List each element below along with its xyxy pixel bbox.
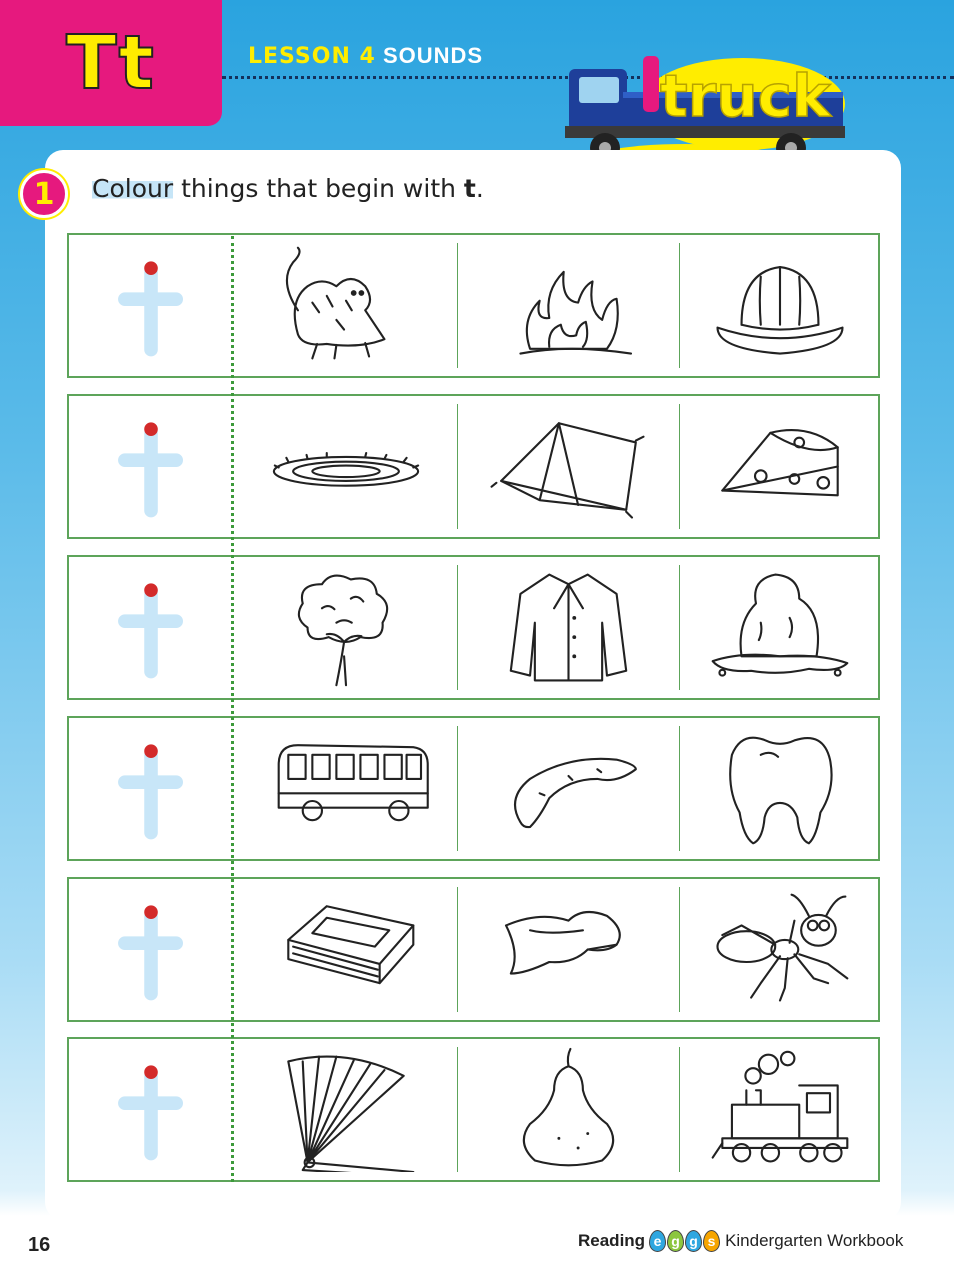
fan-icon[interactable]: [235, 1047, 457, 1172]
instruction-letter: t: [463, 174, 476, 203]
brand-rest: Kindergarten Workbook: [725, 1231, 904, 1250]
lesson-number: LESSON 4: [248, 44, 376, 69]
trace-letter-t[interactable]: [69, 404, 234, 529]
tooth-icon[interactable]: [679, 726, 880, 851]
cheese-icon[interactable]: [679, 404, 880, 529]
letter-tab: [0, 0, 222, 126]
tree-icon[interactable]: [235, 565, 457, 690]
brand-egg-letter: e: [649, 1230, 666, 1252]
tent-icon[interactable]: [457, 404, 679, 529]
brand-footer: [578, 1230, 903, 1252]
picture-row: [67, 233, 880, 378]
brand-egg-letter: g: [667, 1230, 684, 1252]
page-number: 16: [28, 1234, 51, 1256]
trampoline-icon[interactable]: [235, 404, 457, 529]
picture-row: [67, 1037, 880, 1182]
brand-eggs: [649, 1230, 721, 1252]
instruction-text: things that begin with: [173, 174, 464, 203]
picture-row: [67, 877, 880, 1022]
activity-instruction: [92, 174, 484, 203]
ant-icon[interactable]: [679, 887, 880, 1012]
instruction-end: .: [475, 174, 484, 203]
instruction-highlight: Colour: [92, 174, 174, 203]
tiger-icon[interactable]: [235, 243, 457, 368]
trace-letter-t[interactable]: [69, 726, 234, 851]
hat-icon[interactable]: [679, 243, 880, 368]
pear-icon[interactable]: [457, 1047, 679, 1172]
train-icon[interactable]: [679, 1047, 880, 1172]
trace-letter-t[interactable]: [69, 565, 234, 690]
lesson-sounds: SOUNDS: [382, 43, 484, 68]
trace-letter-t[interactable]: [69, 243, 234, 368]
fire-icon[interactable]: [457, 243, 679, 368]
sweet-potato-icon[interactable]: [457, 726, 679, 851]
lips-icon[interactable]: [457, 887, 679, 1012]
picture-row: [67, 555, 880, 700]
letter-title: Tt: [66, 20, 156, 106]
dotted-divider: [231, 236, 234, 1182]
picture-row: [67, 716, 880, 861]
book-icon[interactable]: [235, 887, 457, 1012]
brand-egg-letter: g: [685, 1230, 702, 1252]
trace-letter-t[interactable]: [69, 887, 234, 1012]
bus-icon[interactable]: [235, 726, 457, 851]
trace-letter-t[interactable]: [69, 1047, 234, 1172]
picture-row: [67, 394, 880, 539]
lesson-heading: [248, 43, 483, 69]
truck-word: truck: [660, 62, 831, 130]
brand-egg-letter: s: [703, 1230, 720, 1252]
brand-reading: Reading: [578, 1231, 646, 1250]
melting-ice-cream-icon[interactable]: [679, 565, 880, 690]
jacket-icon[interactable]: [457, 565, 679, 690]
activity-number: 1: [20, 170, 68, 218]
